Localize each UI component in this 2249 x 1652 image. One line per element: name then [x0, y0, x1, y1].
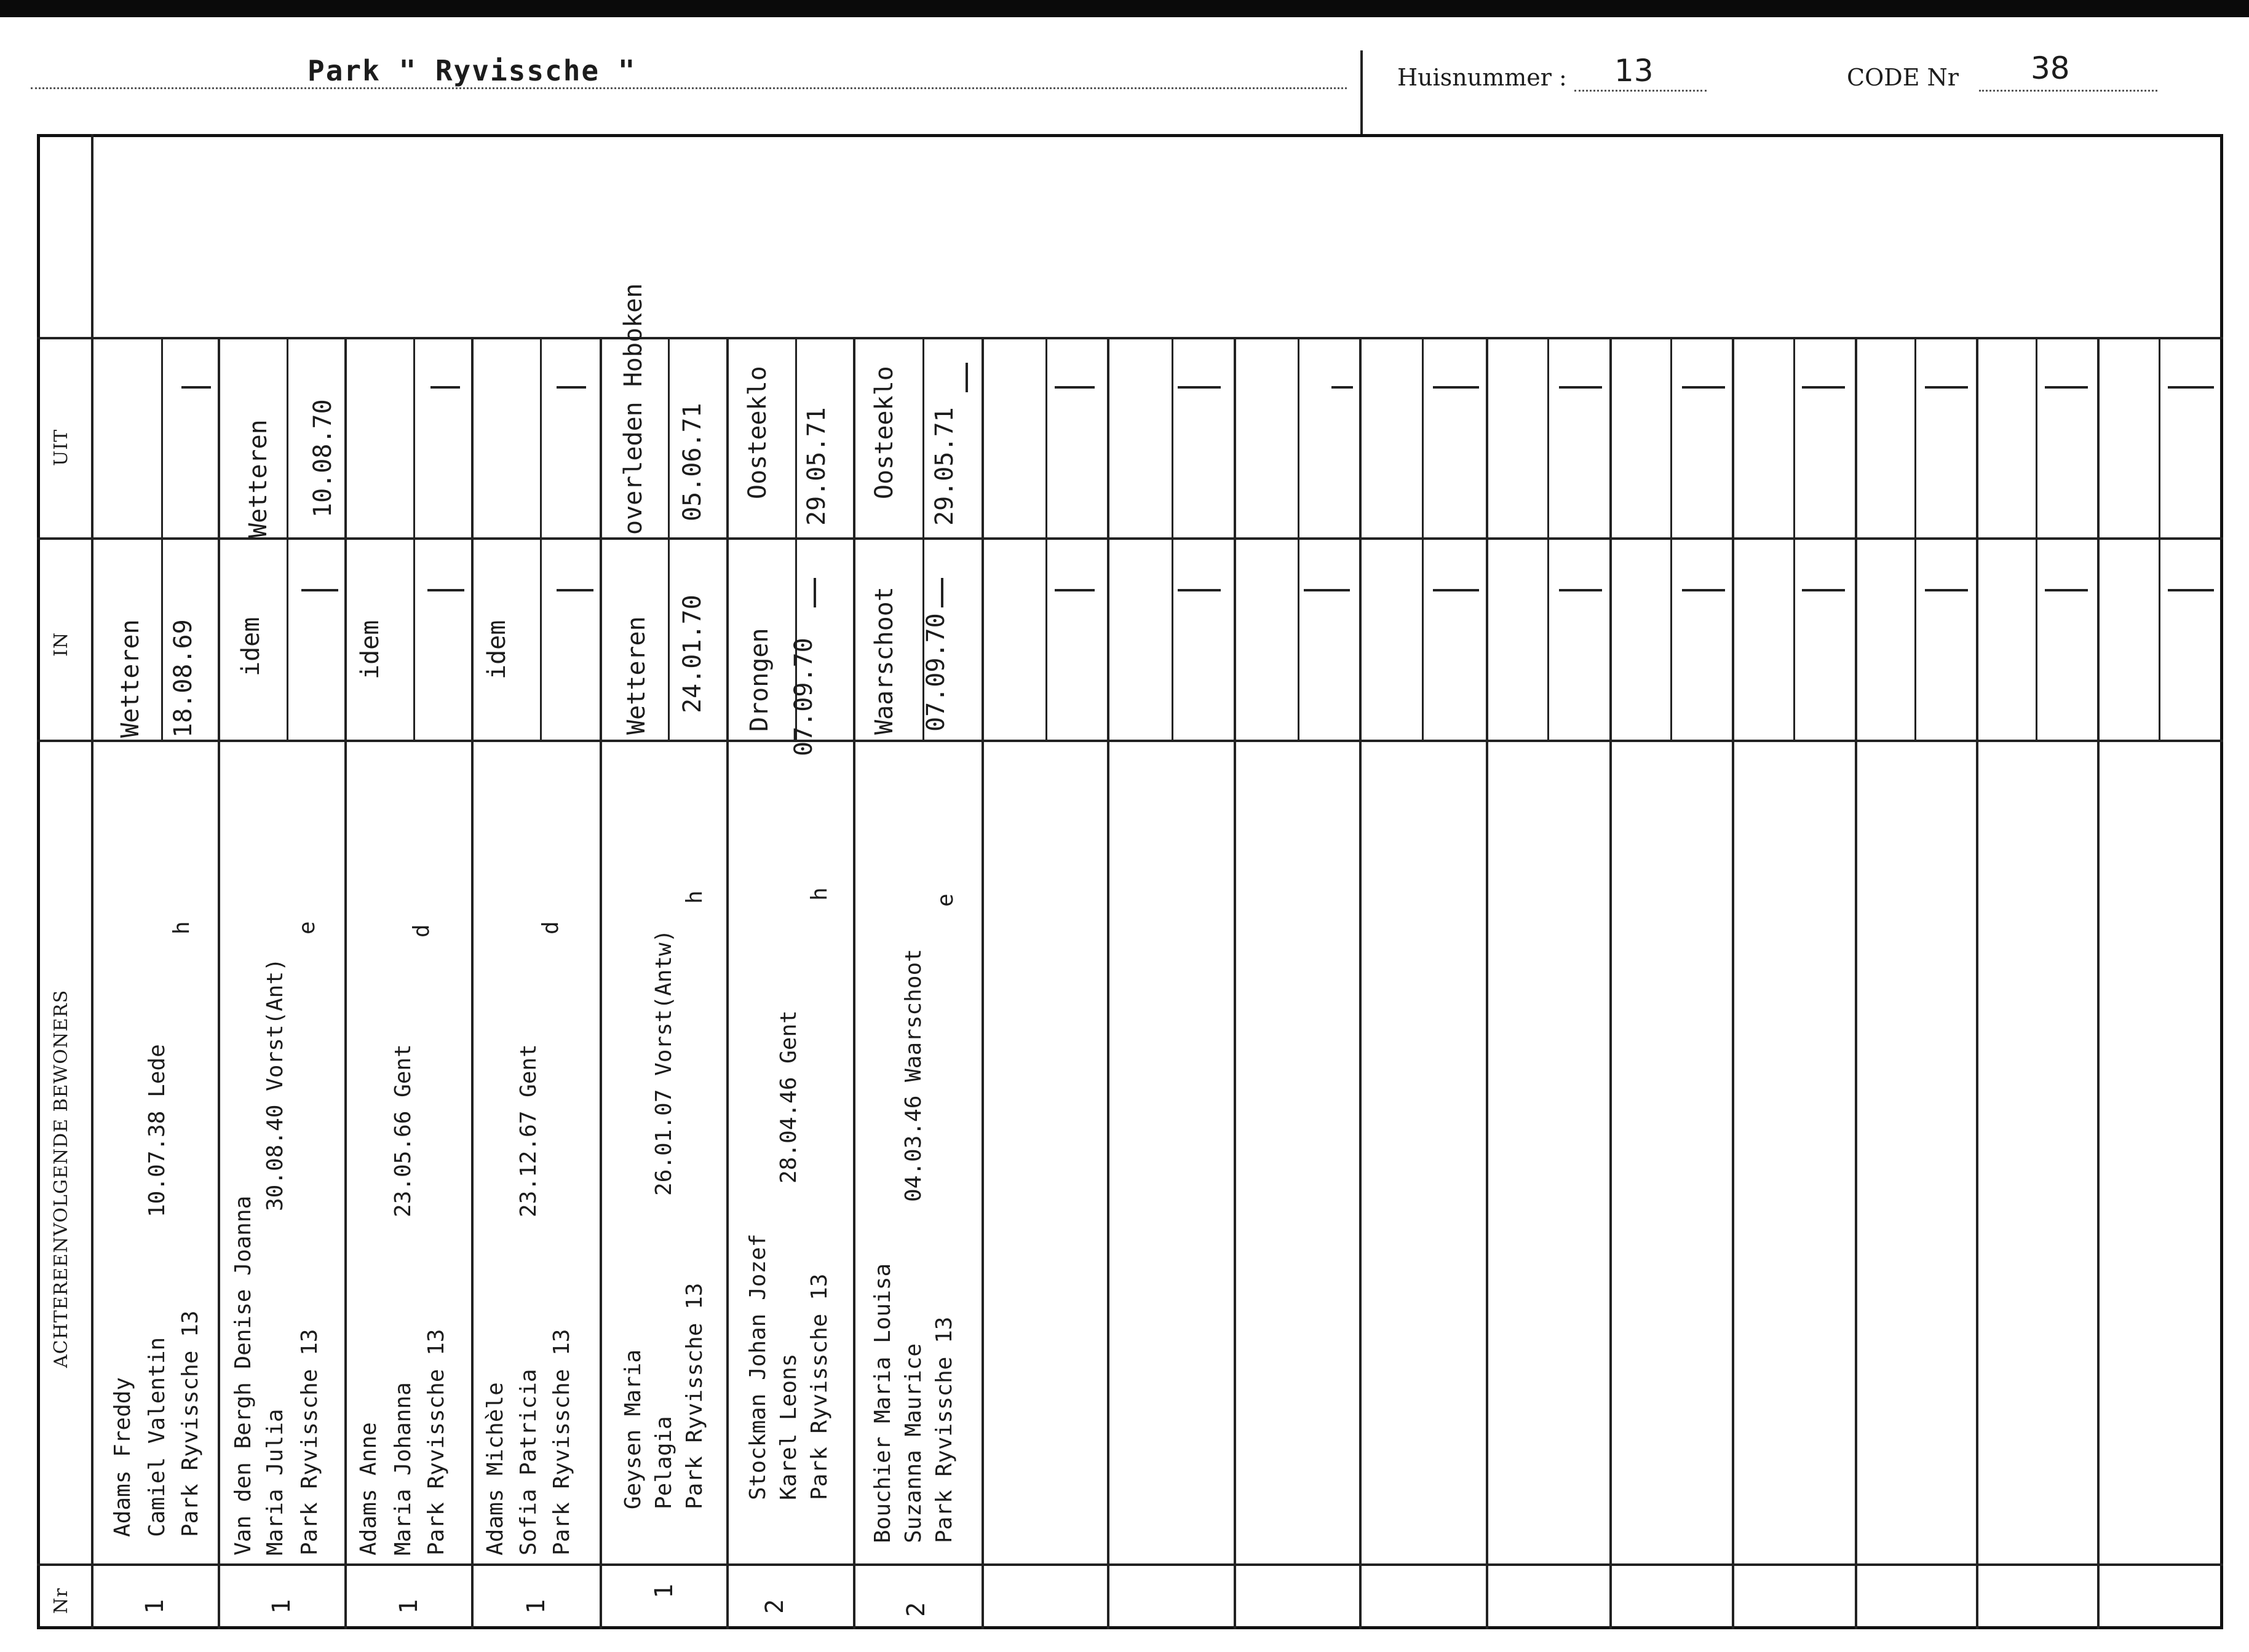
cell-subdivider	[287, 337, 288, 740]
empty-dash	[1925, 589, 1968, 591]
column-divider	[853, 337, 855, 1629]
code-dotted-line	[1979, 90, 2157, 92]
column-divider	[1486, 337, 1488, 1629]
resident-code: d	[409, 924, 434, 938]
uit-place: Oosteeklo	[870, 366, 898, 499]
resident-name-line: Adams Michèle	[483, 1382, 508, 1555]
cell-subdivider	[2159, 337, 2160, 740]
in-place: idem	[356, 620, 384, 679]
resident-name-line: Sofia Patricia	[516, 1369, 541, 1555]
resident-name-line: Adams Freddy	[110, 1377, 135, 1537]
resident-code: e	[933, 893, 958, 907]
cell-subdivider	[1172, 337, 1173, 740]
resident-birth: 30.08.40 Vorst(Ant)	[263, 958, 288, 1211]
row-divider-residents-nr	[37, 1563, 2223, 1566]
resident-name-line: Suzanna Maurice	[901, 1343, 926, 1543]
resident-name-line: Maria Johanna	[391, 1382, 416, 1555]
empty-dash	[2045, 589, 2088, 591]
resident-code: h	[682, 890, 707, 904]
entry-nr: 1	[395, 1599, 423, 1614]
cell-subdivider	[1045, 337, 1047, 740]
column-divider	[1609, 337, 1612, 1629]
resident-name-line: Van den Bergh Denise Joanna	[231, 1195, 256, 1555]
cell-subdivider	[1547, 337, 1549, 740]
cell-subdivider	[1298, 337, 1299, 740]
form-frame	[37, 134, 2223, 1629]
in-place: Wetteren	[622, 616, 651, 735]
house-number-value: 13	[1614, 53, 1654, 89]
row-label-uit: UIT	[50, 429, 72, 466]
in-place: Waarschoot	[870, 587, 898, 735]
empty-dash	[1304, 589, 1350, 591]
resident-code: d	[538, 921, 563, 935]
row-label-residents: ACHTEREENVOLGENDE BEWONERS	[50, 989, 72, 1368]
empty-dash	[1178, 386, 1221, 389]
column-divider	[600, 337, 602, 1629]
column-divider	[1107, 337, 1109, 1629]
column-divider	[1855, 337, 1857, 1629]
column-divider	[982, 337, 984, 1629]
resident-name-line: Karel Leons	[776, 1353, 801, 1500]
column-divider	[1976, 337, 1978, 1629]
header-divider	[1360, 50, 1363, 135]
house-number-dotted-line	[1574, 90, 1707, 92]
cell-subdivider	[1670, 337, 1672, 740]
cell-subdivider	[668, 337, 670, 740]
cell-subdivider	[1422, 337, 1424, 740]
empty-dash	[557, 386, 586, 389]
row-divider-in-residents	[37, 740, 2223, 742]
resident-code: e	[295, 921, 320, 935]
resident-name-line: Stockman Johan Jozef	[745, 1233, 771, 1500]
resident-name-line: Maria Julia	[263, 1409, 288, 1555]
resident-address: Park Ryvissche 13	[178, 1310, 203, 1537]
uit-date: 05.06.71	[678, 403, 707, 521]
resident-birth: 04.03.46 Waarschoot	[901, 949, 926, 1202]
column-divider	[344, 337, 347, 1629]
resident-birth: 10.07.38 Lede	[145, 1044, 170, 1217]
uit-place: Wetteren	[244, 419, 272, 538]
cell-subdivider	[540, 337, 542, 740]
cursor-tick	[966, 363, 968, 392]
column-divider	[1359, 337, 1362, 1629]
column-divider	[218, 337, 220, 1629]
entry-nr: 1	[141, 1599, 169, 1614]
in-place: idem	[237, 617, 265, 676]
house-number-label: Huisnummer :	[1397, 64, 1567, 91]
empty-dash	[1682, 589, 1725, 591]
empty-dash	[2045, 386, 2088, 389]
code-label: CODE Nr	[1847, 64, 1959, 91]
resident-address: Park Ryvissche 13	[682, 1282, 707, 1509]
in-date: 18.08.69	[169, 619, 197, 738]
cell-subdivider	[161, 337, 163, 740]
entry-nr: 2	[902, 1602, 930, 1617]
in-place: idem	[483, 620, 511, 679]
resident-name-line: Camiel Valentin	[145, 1337, 170, 1537]
top-edge-bar	[0, 0, 2249, 17]
cell-subdivider	[1914, 337, 1916, 740]
empty-dash	[1802, 589, 1845, 591]
column-divider	[2097, 337, 2100, 1629]
cell-subdivider	[1793, 337, 1795, 740]
empty-dash	[1055, 386, 1095, 389]
resident-code: h	[169, 921, 194, 935]
in-place: Wetteren	[116, 619, 145, 738]
empty-dash	[1433, 386, 1479, 389]
cell-subdivider	[413, 337, 415, 740]
row-label-nr: Nr	[50, 1587, 72, 1614]
column-divider	[1732, 337, 1734, 1629]
uit-date: 29.05.71	[930, 407, 959, 526]
code-value: 38	[2031, 50, 2070, 86]
column-divider	[1234, 337, 1236, 1629]
cell-subdivider	[2036, 337, 2037, 740]
resident-address: Park Ryvissche 13	[549, 1329, 574, 1555]
uit-place: Oosteeklo	[744, 366, 772, 499]
resident-code: h	[807, 887, 832, 901]
column-divider	[726, 337, 729, 1629]
resident-address: Park Ryvissche 13	[807, 1273, 832, 1500]
resident-address: Park Ryvissche 13	[932, 1316, 957, 1543]
resident-birth: 28.04.46 Gent	[776, 1010, 801, 1184]
entry-nr: 1	[268, 1599, 296, 1614]
empty-dash	[1682, 386, 1725, 389]
in-date: 07.09.70	[790, 638, 818, 756]
empty-dash	[1925, 386, 1968, 389]
cursor-tick	[814, 578, 816, 607]
resident-address: Park Ryvissche 13	[297, 1329, 322, 1555]
resident-name-line: Geysen Maria	[621, 1349, 646, 1509]
label-column-divider	[91, 134, 93, 1629]
park-name: Park " Ryvissche "	[307, 54, 637, 87]
entry-nr: 2	[761, 1599, 789, 1614]
empty-dash	[2168, 589, 2214, 591]
empty-dash	[1802, 386, 1845, 389]
resident-name-line: Bouchier Maria Louisa	[870, 1263, 895, 1543]
column-divider	[471, 337, 474, 1629]
in-date: 07.09.70	[922, 613, 950, 732]
empty-dash	[1433, 589, 1479, 591]
empty-dash	[181, 386, 211, 389]
row-divider-top	[37, 337, 2223, 339]
resident-birth: 23.12.67 Gent	[516, 1044, 541, 1217]
empty-dash	[301, 589, 338, 591]
empty-dash	[427, 589, 464, 591]
resident-birth: 26.01.07 Vorst(Antw)	[651, 929, 676, 1196]
empty-dash	[1055, 589, 1095, 591]
empty-dash	[557, 589, 593, 591]
park-name-dotted-line	[31, 87, 1347, 89]
uit-date: 10.08.70	[309, 399, 337, 518]
empty-dash	[1559, 386, 1602, 389]
in-date: 24.01.70	[678, 595, 707, 713]
entry-nr: 1	[650, 1583, 678, 1599]
resident-name-line: Adams Anne	[356, 1422, 381, 1555]
uit-date: 29.05.71	[803, 407, 831, 526]
row-label-in: IN	[50, 631, 72, 657]
empty-dash	[2168, 386, 2214, 389]
empty-dash	[1559, 589, 1602, 591]
resident-address: Park Ryvissche 13	[424, 1329, 449, 1555]
resident-birth: 23.05.66 Gent	[391, 1044, 416, 1217]
entry-nr: 1	[522, 1599, 550, 1614]
empty-dash	[1178, 589, 1221, 591]
resident-name-line: Pelagia	[651, 1416, 676, 1509]
row-divider-uit-in	[37, 537, 2223, 540]
empty-dash	[430, 386, 460, 389]
empty-dash	[1331, 386, 1353, 389]
in-place: Drongen	[745, 628, 774, 732]
uit-place: overleden Hoboken	[619, 283, 648, 535]
cursor-tick	[941, 578, 943, 607]
